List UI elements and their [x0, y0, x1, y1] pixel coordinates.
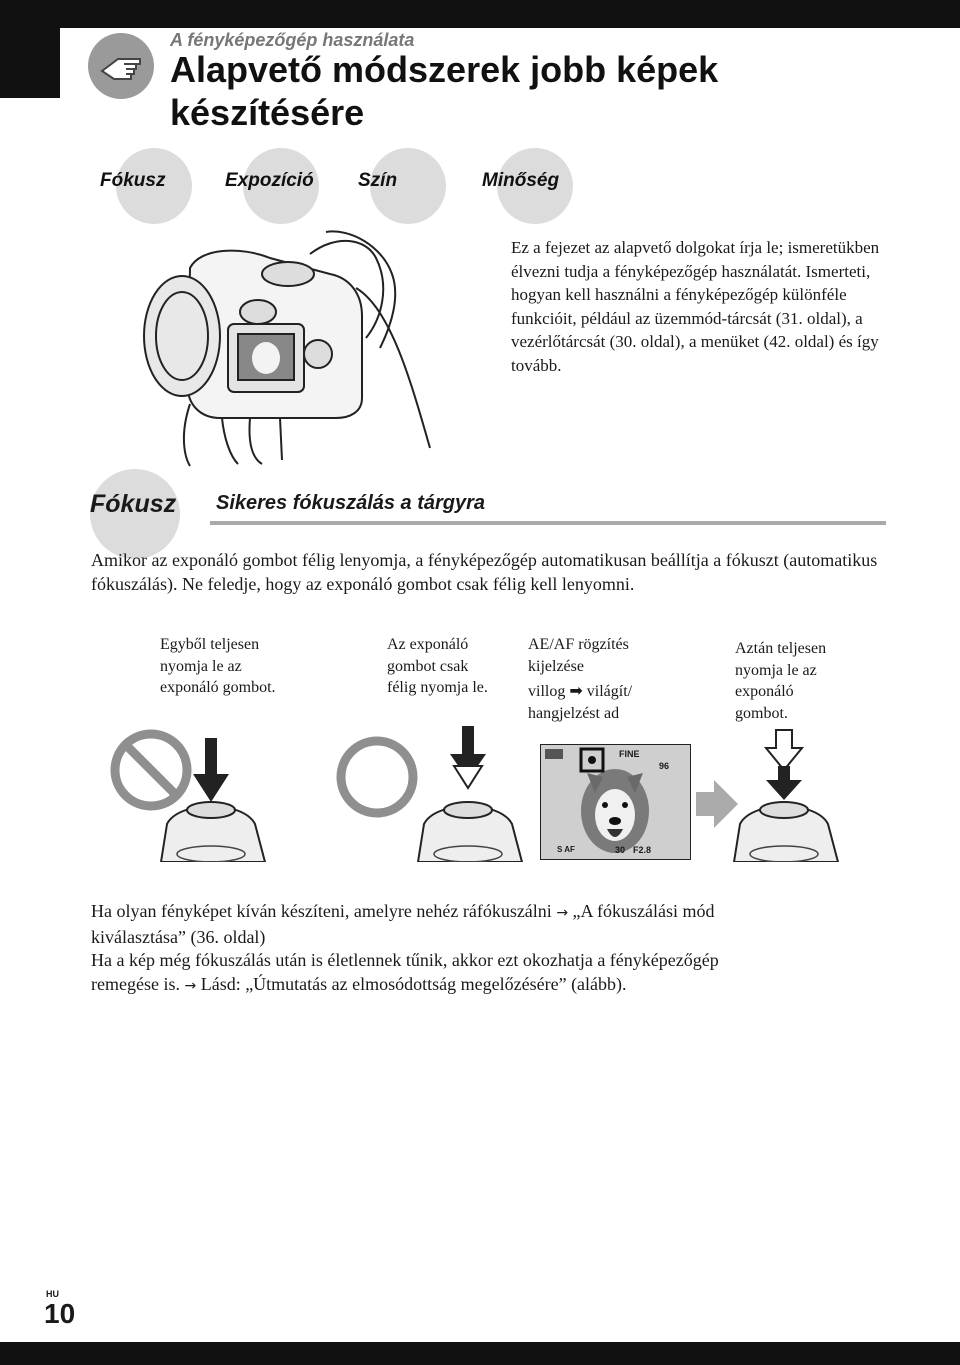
- focus-subtitle: Sikeres fókuszálás a tárgyra: [216, 492, 486, 514]
- ok-circle-icon: [334, 734, 420, 820]
- step-2-caption: Az exponáló gombot csak félig nyomja le.: [387, 636, 488, 696]
- language-code: HU: [46, 1289, 59, 1299]
- page-title: Alapvető módszerek jobb képek készítésére: [170, 49, 719, 133]
- step-4-caption: Aztán teljesen nyomja le az exponáló gombot.: [735, 640, 827, 722]
- tab-quality: Minőség: [482, 170, 560, 191]
- lcd-shutter: 30: [615, 845, 626, 855]
- arrow-icon: →: [184, 977, 197, 994]
- focus-title: Fókusz: [90, 490, 177, 518]
- step-3-caption: AE/AF rögzítés kijelzése villog ➡ világít/ hangjelzést ad: [528, 636, 633, 722]
- intro-paragraph: Ez a fejezet az alapvető dolgokat írja le; ismeretükben élvezni tudja a fényképezőgép használatát. Ismerteti, hogyan kell használni a fényképezőgép különféle funkcióit, például az üzemmód-tárcsát (31. oldal), a vezérlőtárcsát (30. oldal), a menüket (42. oldal) és így tovább.: [511, 238, 880, 375]
- arrow-right-icon: ➡: [569, 681, 583, 700]
- lcd-af-mode: S AF: [557, 845, 575, 854]
- top-rule: [60, 0, 960, 28]
- tab-focus: Fókusz: [100, 170, 166, 191]
- notes-block: Ha olyan fényképet kíván készíteni, amelyre nehéz ráfókuszálni → „A fókuszálási mód kiválasztása” (36. oldal) Ha a kép még fókuszálás után is életlennek tűnik, akkor ezt okozhatja a fényképezőgép remegése is. → Lásd: „Útmutatás az elmosódottság megelőzésére” (alább).: [91, 901, 719, 994]
- lcd-screen: [540, 744, 691, 860]
- tab-color: Szín: [358, 170, 398, 191]
- camera-in-hands-illustration: [130, 228, 480, 468]
- pointing-hand-icon: [88, 33, 154, 99]
- thumb-tab: [0, 0, 60, 98]
- shutter-full-press-after-illustration: [728, 726, 848, 862]
- lcd-aperture: F2.8: [633, 845, 652, 855]
- shutter-full-press-illustration: [155, 738, 275, 862]
- arrow-icon: →: [556, 905, 569, 921]
- bottom-rule: [0, 1342, 960, 1365]
- section-heading: A fényképezőgép használata: [170, 30, 415, 50]
- focus-body: Amikor az exponáló gombot félig lenyomja, a fényképezőgép automatikusan beállítja a fókuszt (automatikus fókuszálás). Ne feledje, hogy az exponáló gombot csak félig kell lenyomni.: [91, 550, 878, 594]
- tab-exposure: Expozíció: [225, 170, 314, 191]
- lcd-quality: FINE: [619, 749, 640, 759]
- focus-rule: [210, 521, 886, 525]
- lcd-shots-remaining: 96: [659, 761, 670, 771]
- shutter-half-press-illustration: [412, 726, 532, 862]
- step-1-caption: Egyből teljesen nyomja le az exponáló gombot.: [160, 636, 276, 696]
- page-number: 10: [44, 1298, 76, 1329]
